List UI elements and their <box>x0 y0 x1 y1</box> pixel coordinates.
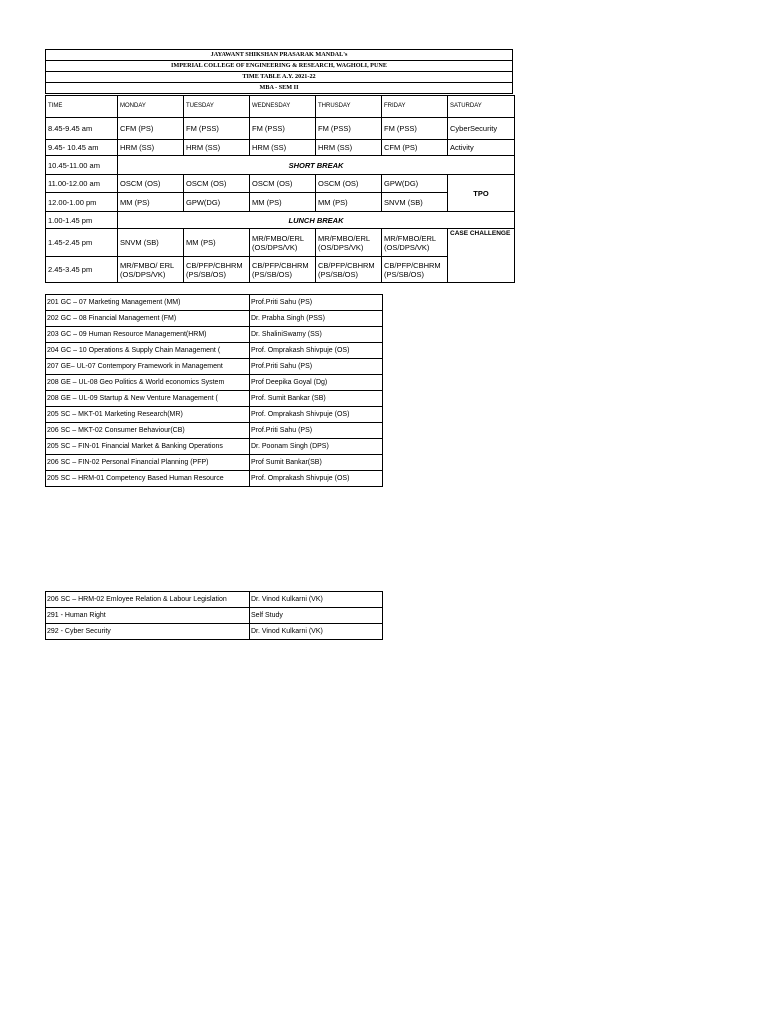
subject-faculty-table <box>45 294 383 487</box>
faculty-cell: Prof Deepika Goyal (Dg) <box>250 375 383 391</box>
course-cell: 205 SC – FIN-01 Financial Market & Banking Operations <box>46 439 250 455</box>
class-cell: SNVM (SB) <box>118 229 184 257</box>
table-row <box>46 592 383 608</box>
course-cell: 202 GC – 08 Financial Management (FM) <box>46 311 250 327</box>
course-cell: 208 GE – UL-08 Geo Politics & World economics System <box>46 375 250 391</box>
class-cell: CyberSecurity <box>448 118 515 140</box>
class-cell: HRM (SS) <box>184 140 250 156</box>
class-cell: HRM (SS) <box>250 140 316 156</box>
class-cell: GPW(DG) <box>184 193 250 212</box>
time-cell: 1.45-2.45 pm <box>46 229 118 257</box>
case-challenge-cell: CASE CHALLENGE <box>448 229 515 283</box>
class-cell: MM (PS) <box>184 229 250 257</box>
table-row <box>46 407 383 423</box>
wednesday-header: WEDNESDAY <box>250 96 316 118</box>
course-cell: 203 GC – 09 Human Resource Management(HRM) <box>46 327 250 343</box>
faculty-cell: Dr. Vinod Kulkarni (VK) <box>250 592 383 608</box>
table-row <box>46 471 383 487</box>
class-cell: FM (PSS) <box>184 118 250 140</box>
table-row <box>46 391 383 407</box>
lunch-break-label: LUNCH BREAK <box>118 212 515 229</box>
time-cell: 2.45-3.45 pm <box>46 257 118 283</box>
course-cell: 201 GC – 07 Marketing Management (MM) <box>46 295 250 311</box>
faculty-cell: Prof.Priti Sahu (PS) <box>250 295 383 311</box>
time-header: TIME <box>46 96 118 118</box>
time-cell: 1.00-1.45 pm <box>46 212 118 229</box>
faculty-cell: Dr. Vinod Kulkarni (VK) <box>250 624 383 640</box>
class-cell: OSCM (OS) <box>118 175 184 193</box>
faculty-cell: Dr. Poonam Singh (DPS) <box>250 439 383 455</box>
class-cell: HRM (SS) <box>316 140 382 156</box>
faculty-cell: Prof. Omprakash Shivpuje (OS) <box>250 407 383 423</box>
tpo-cell: TPO <box>448 175 515 212</box>
timetable-row <box>46 140 515 156</box>
class-cell: SNVM (SB) <box>382 193 448 212</box>
time-cell: 12.00-1.00 pm <box>46 193 118 212</box>
timetable-row <box>46 118 515 140</box>
time-cell: 8.45-9.45 am <box>46 118 118 140</box>
time-cell: 9.45- 10.45 am <box>46 140 118 156</box>
class-cell: MR/FMBO/ERL (OS/DPS/VK) <box>316 229 382 257</box>
short-break-row <box>46 156 515 175</box>
class-cell: OSCM (OS) <box>184 175 250 193</box>
table-row <box>46 375 383 391</box>
class-cell: MR/FMBO/ERL (OS/DPS/VK) <box>250 229 316 257</box>
lunch-break-row <box>46 212 515 229</box>
timetable-grid <box>45 95 515 283</box>
faculty-cell: Prof.Priti Sahu (PS) <box>250 359 383 375</box>
table-row <box>46 608 383 624</box>
class-cell: OSCM (OS) <box>250 175 316 193</box>
faculty-cell: Dr. ShaliniSwamy (SS) <box>250 327 383 343</box>
short-break-label: SHORT BREAK <box>118 156 515 175</box>
class-cell: HRM (SS) <box>118 140 184 156</box>
table-row <box>46 439 383 455</box>
course-cell: 205 SC – HRM-01 Competency Based Human Resource <box>46 471 250 487</box>
course-cell: 206 SC – MKT-02 Consumer Behaviour(CB) <box>46 423 250 439</box>
class-cell: CB/PFP/CBHRM (PS/SB/OS) <box>382 257 448 283</box>
table-row <box>46 624 383 640</box>
table-row <box>46 311 383 327</box>
course-cell: 204 GC – 10 Operations & Supply Chain Management ( <box>46 343 250 359</box>
class-cell: OSCM (OS) <box>316 175 382 193</box>
timetable-title: TIME TABLE A.Y. 2021-22 <box>45 72 513 83</box>
friday-header: FRIDAY <box>382 96 448 118</box>
document-header <box>45 49 513 94</box>
course-cell: 291 - Human Right <box>46 608 250 624</box>
course-cell: 206 SC – FIN-02 Personal Financial Planning (PFP) <box>46 455 250 471</box>
class-cell: FM (PSS) <box>382 118 448 140</box>
faculty-cell: Prof. Omprakash Shivpuje (OS) <box>250 471 383 487</box>
course-cell: 206 SC – HRM-02 Emloyee Relation & Labour Legislation <box>46 592 250 608</box>
faculty-cell: Prof. Sumit Bankar (SB) <box>250 391 383 407</box>
faculty-cell: Prof. Omprakash Shivpuje (OS) <box>250 343 383 359</box>
timetable-row <box>46 175 515 193</box>
class-cell: CFM (PS) <box>118 118 184 140</box>
table-row <box>46 423 383 439</box>
table-row <box>46 295 383 311</box>
faculty-cell: Prof Sumit Bankar(SB) <box>250 455 383 471</box>
table-row <box>46 359 383 375</box>
institution-trust-name: JAYAWANT SHIKSHAN PRASARAK MANDAL's <box>45 49 513 61</box>
thursday-header: THRUSDAY <box>316 96 382 118</box>
time-cell: 10.45-11.00 am <box>46 156 118 175</box>
class-cell: CB/PFP/CBHRM (PS/SB/OS) <box>250 257 316 283</box>
class-cell: MM (PS) <box>250 193 316 212</box>
faculty-cell: Prof.Priti Sahu (PS) <box>250 423 383 439</box>
timetable-row <box>46 257 515 283</box>
table-row <box>46 327 383 343</box>
class-cell: GPW(DG) <box>382 175 448 193</box>
class-cell: CB/PFP/CBHRM (PS/SB/OS) <box>184 257 250 283</box>
class-cell: MR/FMBO/ ERL (OS/DPS/VK) <box>118 257 184 283</box>
class-cell: Activity <box>448 140 515 156</box>
class-cell: FM (PSS) <box>250 118 316 140</box>
tuesday-header: TUESDAY <box>184 96 250 118</box>
table-row <box>46 455 383 471</box>
course-cell: 292 - Cyber Security <box>46 624 250 640</box>
course-cell: 208 GE – UL-09 Startup & New Venture Management ( <box>46 391 250 407</box>
class-cell: CFM (PS) <box>382 140 448 156</box>
faculty-cell: Self Study <box>250 608 383 624</box>
timetable-row <box>46 229 515 257</box>
college-name: IMPERIAL COLLEGE OF ENGINEERING & RESEARCH, WAGHOLI, PUNE <box>45 61 513 72</box>
saturday-header: SATURDAY <box>448 96 515 118</box>
faculty-cell: Dr. Prabha Singh (PSS) <box>250 311 383 327</box>
program-semester: MBA - SEM II <box>45 83 513 94</box>
class-cell: MM (PS) <box>118 193 184 212</box>
additional-subjects-table <box>45 591 383 640</box>
class-cell: CB/PFP/CBHRM (PS/SB/OS) <box>316 257 382 283</box>
course-cell: 207 GE– UL-07 Contempory Framework in Management <box>46 359 250 375</box>
timetable-row <box>46 193 515 212</box>
time-cell: 11.00-12.00 am <box>46 175 118 193</box>
course-cell: 205 SC – MKT-01 Marketing Research(MR) <box>46 407 250 423</box>
table-row <box>46 343 383 359</box>
class-cell: MM (PS) <box>316 193 382 212</box>
class-cell: FM (PSS) <box>316 118 382 140</box>
class-cell: MR/FMBO/ERL (OS/DPS/VK) <box>382 229 448 257</box>
day-header-row <box>46 96 515 118</box>
monday-header: MONDAY <box>118 96 184 118</box>
